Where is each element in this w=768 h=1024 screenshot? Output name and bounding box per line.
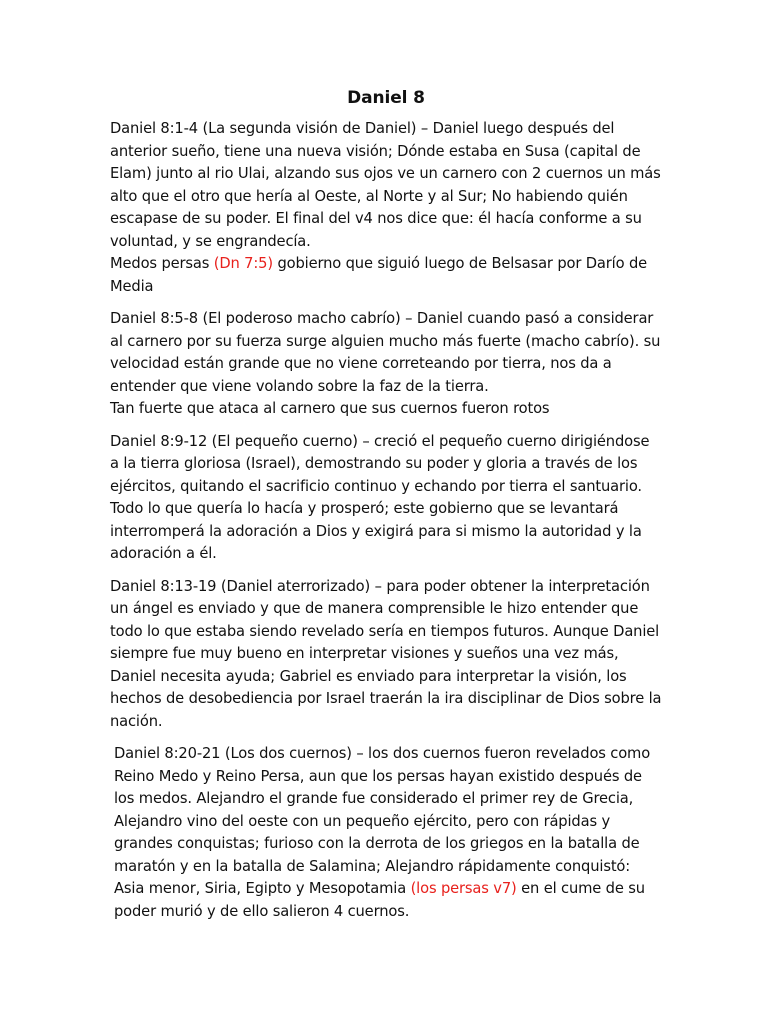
paragraph-text: Daniel 8:9-12 (El pequeño cuerno) – creció el pequeño cuerno dirigiéndose a la tierra gloriosa (Israel), demostrando su poder y gloria a través de los ejércitos, quitando el sacrificio continuo y echando por tierra el santuario. Todo lo que quería lo hacía y prosperó; este gobierno que se levantará interromperá la adoración a Dios y exigirá para si mismo la autoridad y la adoración a él. <box>110 432 650 562</box>
paragraph-daniel-8-5-8 <box>110 308 662 421</box>
text-segment: Daniel 8:20-21 (Los dos cuernos) – los dos cuernos fueron revelados como Reino Medo y Reino Persa, aun que los persas hayan existido después de los medos. Alejandro el grande fue considerado el primer rey de Grecia, Alejandro vino del oeste con un pequeño ejército, pero con rápidas y grandes conquistas; furioso con la derrota de los griegos en la batalla de maratón y en la batalla de Salamina; Alejandro rápidamente conquistó: Asia menor, Siria, Egipto y Mesopotamia <box>114 745 651 897</box>
paragraph-text: Daniel 8:13-19 (Daniel aterrorizado) – para poder obtener la interpretación un ángel es enviado y que de manera comprensible le hizo entender que todo lo que estaba siendo revelado sería en tiempos futuros. Aunque Daniel siempre fue muy bueno en interpretar visiones y sueños una vez más, Daniel necesita ayuda; Gabriel es enviado para interpretar la visión, los hechos de desobediencia por Israel traerán la ira disciplinar de Dios sobre la nación. <box>110 577 662 730</box>
paragraph-daniel-8-20-21 <box>110 743 662 923</box>
document-page <box>110 88 662 933</box>
paragraph-text: Daniel 8:1-4 (La segunda visión de Daniel) – Daniel luego después del anterior sueño, tiene una nueva visión; Dónde estaba en Susa (capital de Elam) junto al rio Ulai, alzando sus ojos ve un carnero con 2 cuernos un más alto que el otro que hería al Oeste, al Norte y al Sur; No habiendo quién escapase de su poder. El final del v4 nos dice que: él hacía conforme a su voluntad, y se engrandecía. <box>110 120 661 250</box>
text-segment: gobierno que siguió luego de Belsasar por Darío de Media <box>110 255 647 295</box>
paragraph-daniel-8-1-4 <box>110 118 662 298</box>
paragraph-daniel-8-9-12 <box>110 431 662 566</box>
document-title: Daniel 8 <box>347 88 425 108</box>
text-segment: Medos persas <box>110 255 214 272</box>
text-segment: en el cume de su poder murió y de ello salieron 4 cuernos. <box>114 880 645 920</box>
paragraph-text: Tan fuerte que ataca al carnero que sus cuernos fueron rotos <box>110 400 550 417</box>
paragraph-daniel-8-13-19 <box>110 576 662 734</box>
paragraph-line <box>110 253 662 298</box>
paragraph-text: Daniel 8:5-8 (El poderoso macho cabrío) – Daniel cuando pasó a considerar al carnero por su fuerza surge alguien mucho más fuerte (macho cabrío). su velocidad están grande que no viene correteando por tierra, nos da a entender que viene volando sobre la faz de la tierra. <box>110 310 661 395</box>
scripture-reference: (Dn 7:5) <box>213 255 273 272</box>
scripture-reference: (los persas v7) <box>410 880 517 897</box>
